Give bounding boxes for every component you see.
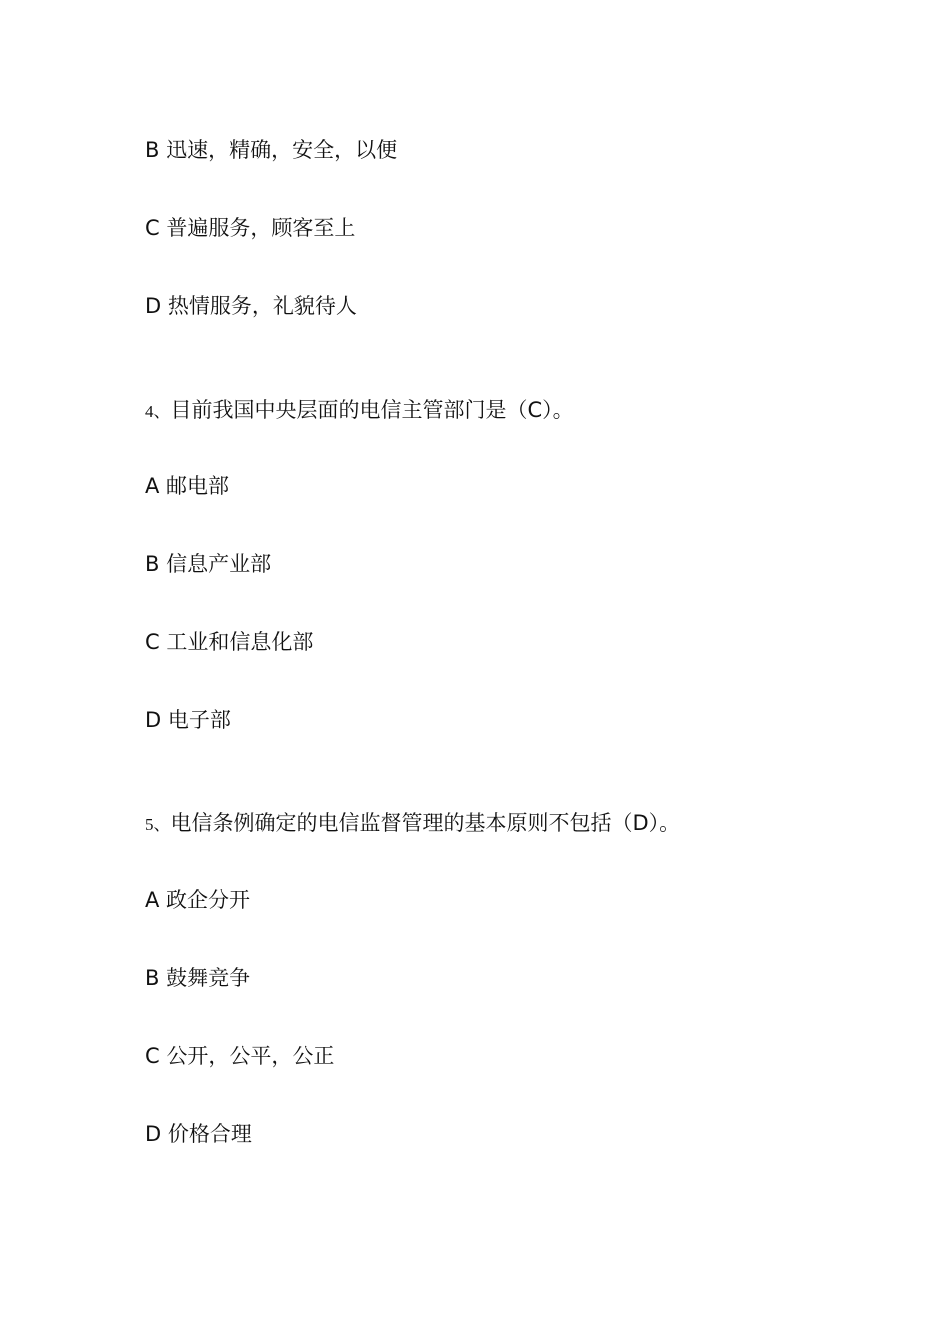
q3-option-c: C 普遍服务，顾客至上 xyxy=(145,216,356,240)
q4-option-a: A 邮电部 xyxy=(145,474,230,498)
q4-stem: 目前我国中央层面的电信主管部门是（C）。 xyxy=(170,398,574,422)
q4-option-d: D 电子部 xyxy=(145,708,231,732)
q5-option-a: A 政企分开 xyxy=(145,888,251,912)
q5-number: 5、 xyxy=(145,815,171,834)
q3-option-b: B 迅速，精确，安全，以便 xyxy=(145,138,398,162)
q5-option-b: B 鼓舞竞争 xyxy=(145,966,251,990)
q5-option-c: C 公开，公平，公正 xyxy=(145,1044,335,1068)
q5-option-d: D 价格合理 xyxy=(145,1122,252,1146)
q4-number: 4、 xyxy=(145,402,171,421)
q3-option-d: D 热情服务，礼貌待人 xyxy=(145,294,357,318)
q5-stem: 电信条例确定的电信监督管理的基本原则不包括（D）。 xyxy=(170,811,681,835)
q4-question xyxy=(145,396,574,426)
q4-option-c: C 工业和信息化部 xyxy=(145,630,314,654)
q4-option-b: B 信息产业部 xyxy=(145,552,272,576)
q5-question xyxy=(145,809,680,839)
